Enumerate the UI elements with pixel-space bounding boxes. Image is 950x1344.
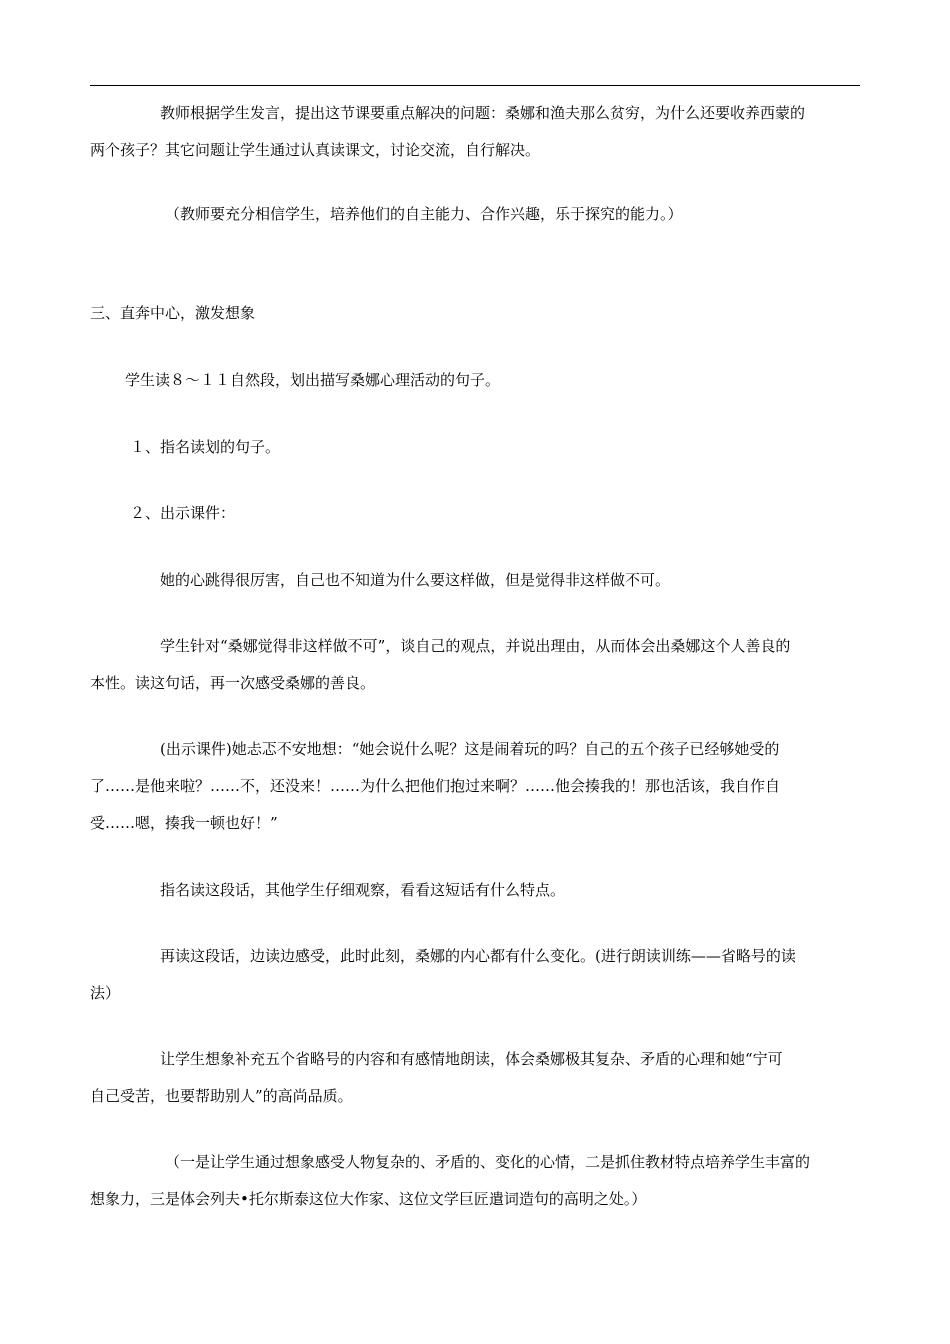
paragraph-line: 她的心跳得很厉害，自己也不知道为什么要这样做，但是觉得非这样做不可。	[160, 571, 671, 589]
paragraph-line: （一是让学生通过想象感受人物复杂的、矛盾的、变化的心情，二是抓住教材特点培养学生丰富的	[165, 1153, 811, 1171]
paragraph-line: （教师要充分相信学生，培养他们的自主能力、合作兴趣，乐于探究的能力。）	[165, 205, 683, 223]
paragraph-line: 受……嗯，揍我一顿也好！”	[90, 814, 278, 832]
paragraph-line: 法）	[90, 984, 121, 1002]
paragraph-line: 两个孩子？其它问题让学生通过认真读课文，讨论交流，自行解决。	[90, 141, 541, 159]
paragraph-line: 再读这段话，边读边感受，此时此刻，桑娜的内心都有什么变化。(进行朗读训练——省略号的读	[160, 947, 796, 965]
paragraph-line: (出示课件)她忐忑不安地想：“她会说什么呢？这是闹着玩的吗？自己的五个孩子已经够她受的	[160, 740, 780, 758]
paragraph-line: 想象力，三是体会列夫•托尔斯泰这位大作家、这位文学巨匠遣词造句的高明之处。）	[90, 1190, 647, 1208]
paragraph-line: 指名读这段话，其他学生仔细观察，看看这短话有什么特点。	[160, 881, 566, 899]
paragraph-line: 本性。读这句话，再一次感受桑娜的善良。	[90, 674, 376, 692]
paragraph-line: 学生针对“桑娜觉得非这样做不可”，谈自己的观点，并说出理由，从而体会出桑娜这个人善良的	[160, 637, 791, 655]
paragraph-line: 了……是他来啦？……不，还没来！……为什么把他们抱过来啊？……他会揍我的！那也活该，我自作自	[90, 777, 781, 795]
paragraph-line: 让学生想象补充五个省略号的内容和有感情地朗读，体会桑娜极其复杂、矛盾的心理和她“宁可	[160, 1050, 783, 1068]
list-item: ２、出示课件：	[130, 504, 236, 522]
paragraph-line: 学生读８～１１自然段，划出描写桑娜心理活动的句子。	[125, 371, 501, 389]
paragraph-line: 教师根据学生发言，提出这节课要重点解决的问题：桑娜和渔夫那么贫穷，为什么还要收养西蒙的	[160, 104, 806, 122]
header-rule	[90, 85, 860, 86]
section-heading: 三、直奔中心，激发想象	[90, 304, 256, 322]
list-item: １、指名读划的句子。	[130, 438, 281, 456]
paragraph-line: 自己受苦，也要帮助别人”的高尚品质。	[90, 1087, 353, 1105]
